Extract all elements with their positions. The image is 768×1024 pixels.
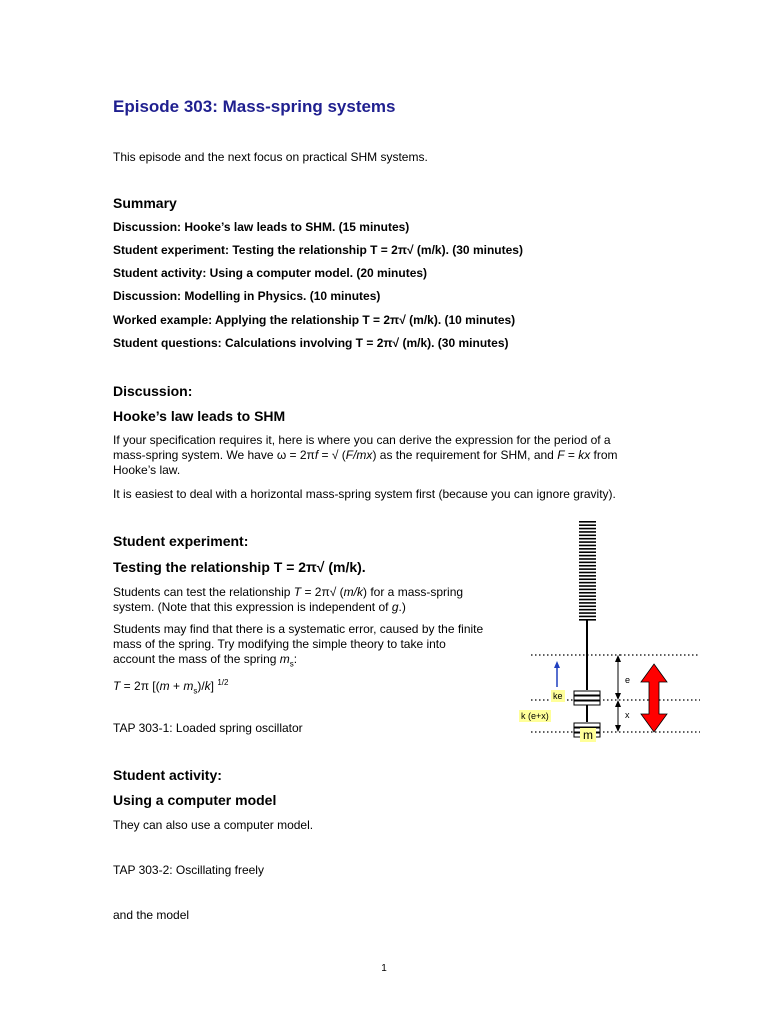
spring-coil bbox=[579, 609, 596, 611]
tap-303-1-link: TAP 303-1: Loaded spring oscillator bbox=[113, 721, 303, 735]
spring-mass-formula: T = 2π $[(m + m_s)/k]$ $^{1/2}$ bbox=[113, 678, 229, 696]
summary-item: Discussion: Modelling in Physics. (10 minutes) bbox=[113, 289, 381, 303]
amplitude-arrow bbox=[641, 664, 667, 732]
spring-coil bbox=[579, 548, 596, 550]
mass-plate bbox=[574, 723, 600, 727]
spring-coil bbox=[579, 605, 596, 607]
activity-subheading: Using a computer model bbox=[113, 792, 277, 808]
x-arrow-up bbox=[615, 700, 621, 707]
label-k-e-plus-x: k (e+x) bbox=[521, 711, 549, 721]
spring-coil bbox=[579, 535, 596, 537]
activity-heading: Student activity: bbox=[113, 767, 222, 783]
discussion-paragraph-2: It is easiest to deal with a horizontal mass-spring system first (because you can ignore gravity). bbox=[113, 487, 616, 501]
page-number: 1 bbox=[381, 963, 387, 974]
page-title: Episode 303: Mass-spring systems bbox=[113, 97, 396, 116]
spring-coils bbox=[579, 521, 596, 621]
spring-coil bbox=[579, 531, 596, 533]
e-arrow-down bbox=[615, 693, 621, 700]
spring-coil bbox=[579, 555, 596, 557]
spring-coil bbox=[579, 582, 596, 584]
experiment-subheading: Testing the relationship T = 2π√ (m/k). bbox=[113, 559, 366, 575]
discussion-paragraph: If your specification requires it, here is where you can derive the expression for the period of a mass-spring system. We have ω = 2πf = √ (F/mx) as the requirement for SHM, and F = kx from Hooke’s law. bbox=[113, 433, 618, 477]
label-x: x bbox=[625, 710, 630, 720]
mass-spring-diagram bbox=[515, 515, 705, 765]
activity-paragraph: They can also use a computer model. bbox=[113, 818, 314, 832]
experiment-paragraph-2: Students may find that there is a systematic error, caused by the finite mass of the spring. Try modifying the simple theory to take into account the mass of the spring $m_s$: bbox=[113, 622, 484, 669]
spring-coil bbox=[579, 545, 596, 547]
activity-model-text: and the model bbox=[113, 908, 190, 922]
spring-coil bbox=[579, 568, 596, 570]
spring-coil bbox=[579, 562, 596, 564]
summary-item: Student experiment: Testing the relationship T = 2π√ (m/k). (30 minutes) bbox=[113, 243, 523, 257]
spring-coil bbox=[579, 612, 596, 614]
x-arrow-down bbox=[615, 725, 621, 732]
spring-coil bbox=[579, 528, 596, 530]
spring-coil bbox=[579, 538, 596, 540]
mass-plate bbox=[574, 701, 600, 705]
spring-coil bbox=[579, 578, 596, 580]
tap-303-2-link: TAP 303-2: Oscillating freely bbox=[113, 863, 264, 877]
experiment-paragraph-1: Students can test the relationship T = 2π√ (m/k) for a mass-spring system. (Note that this expression is independent of g.) bbox=[113, 585, 464, 614]
spring-coil bbox=[579, 595, 596, 597]
label-mass: m bbox=[580, 728, 596, 742]
spring-coil bbox=[579, 592, 596, 594]
summary-item: Discussion: Hooke’s law leads to SHM. (15 minutes) bbox=[113, 220, 410, 234]
e-arrow-up bbox=[615, 655, 621, 662]
spring-coil bbox=[579, 589, 596, 591]
force-arrow-head bbox=[554, 661, 560, 668]
discussion-heading: Discussion: bbox=[113, 383, 193, 399]
spring-coil bbox=[579, 521, 596, 523]
summary-item: Worked example: Applying the relationship T = 2π√ (m/k). (10 minutes) bbox=[113, 313, 516, 327]
spring-coil bbox=[579, 575, 596, 577]
summary-heading: Summary bbox=[113, 195, 177, 211]
discussion-subheading: Hooke’s law leads to SHM bbox=[113, 408, 286, 424]
label-ke: ke bbox=[553, 691, 563, 701]
spring-coil bbox=[579, 558, 596, 560]
spring-coil bbox=[579, 541, 596, 543]
spring-coil bbox=[579, 551, 596, 553]
spring-coil bbox=[579, 616, 596, 618]
label-e: e bbox=[625, 675, 631, 685]
mass-plate bbox=[574, 691, 600, 695]
experiment-heading: Student experiment: bbox=[113, 533, 249, 549]
intro-text: This episode and the next focus on practical SHM systems. bbox=[113, 150, 428, 164]
spring-coil bbox=[579, 602, 596, 604]
summary-item: Student activity: Using a computer model. (20 minutes) bbox=[113, 266, 428, 280]
summary-item: Student questions: Calculations involving T = 2π√ (m/k). (30 minutes) bbox=[113, 336, 509, 350]
spring-coil bbox=[579, 524, 596, 526]
mass-plate bbox=[574, 696, 600, 700]
spring-coil bbox=[579, 565, 596, 567]
spring-coil bbox=[579, 572, 596, 574]
spring-coil bbox=[579, 599, 596, 601]
spring-coil bbox=[579, 585, 596, 587]
